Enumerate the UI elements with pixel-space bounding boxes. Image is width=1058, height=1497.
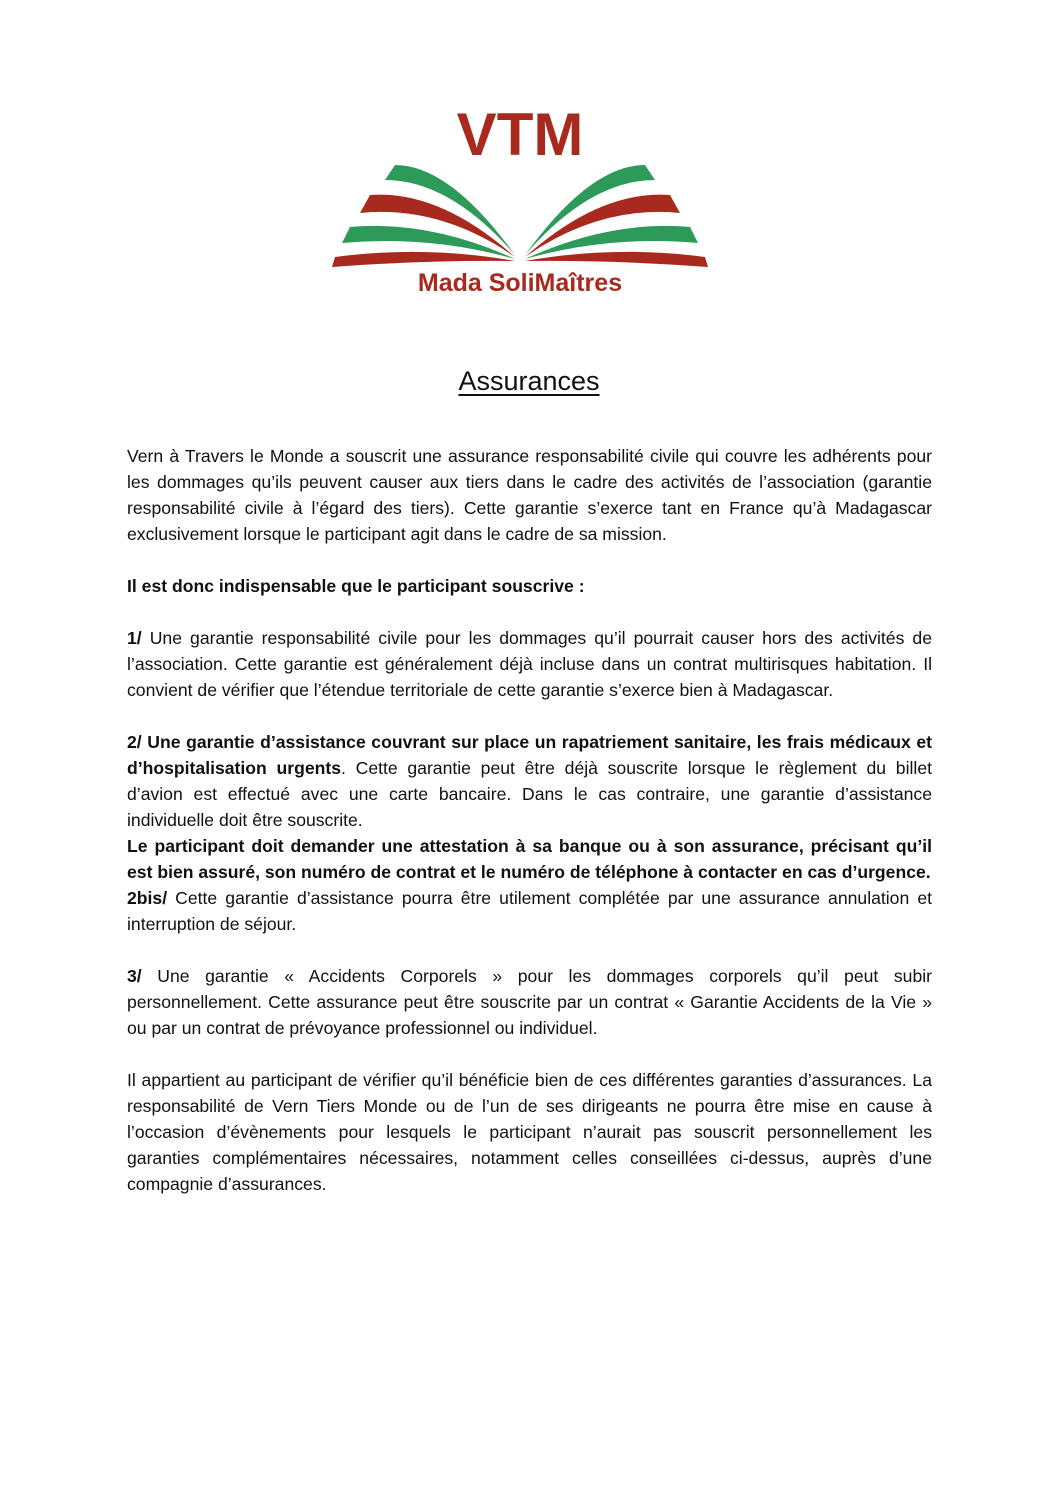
document-body — [127, 443, 932, 1197]
item-2-note: Le participant doit demander une attestation à sa banque ou à son assurance, précisant qu’il est bien assuré, son numéro de contrat et le numéro de téléphone à contacter en cas d’urgence. — [127, 836, 932, 882]
item-3-paragraph — [127, 963, 932, 1041]
item-3-label: 3/ — [127, 966, 142, 986]
vtm-logo — [330, 95, 710, 300]
item-3-text: Une garantie « Accidents Corporels » pour les dommages corporels qu’il peut subir personnellement. Cette assurance peut être souscrite par un contrat « Garantie Accidents de la Vie » ou par un contrat de prévoyance professionnel ou individuel. — [127, 966, 932, 1038]
logo-brand-text: VTM — [456, 101, 584, 168]
item-2bis-label: 2bis/ — [127, 888, 168, 908]
item-1-label: 1/ — [127, 628, 142, 648]
item-1-paragraph — [127, 625, 932, 703]
item-2-paragraph — [127, 729, 932, 833]
open-book-logo-icon — [330, 95, 710, 300]
logo-tagline-text: Mada SoliMaîtres — [417, 269, 623, 297]
item-2-text: . Cette garantie peut être déjà souscrite lorsque le règlement du billet d’avion est effectué avec une carte bancaire. Dans le cas contraire, une garantie d’assistance individuelle doit être souscrite. — [127, 758, 932, 830]
page-title: Assurances — [458, 366, 600, 396]
item-2bis-text: Cette garantie d’assistance pourra être utilement complétée par une assurance annulation et interruption de séjour. — [127, 888, 932, 934]
item-2bis-paragraph — [127, 885, 932, 937]
lead-paragraph: Il est donc indispensable que le participant souscrive : — [127, 576, 585, 596]
item-2-bold-text: 2/ Une garantie d’assistance couvrant sur place un rapatriement sanitaire, les frais médicaux et d’hospitalisation urgents — [127, 732, 932, 778]
item-1-text: Une garantie responsabilité civile pour les dommages qu’il pourrait causer hors des activités de l’association. Cette garantie est généralement déjà incluse dans un contrat multirisques habitation. Il convient de vérifier que l’étendue territoriale de cette garantie s’exerce bien à Madagascar. — [127, 628, 932, 700]
intro-paragraph: Vern à Travers le Monde a souscrit une assurance responsabilité civile qui couvre les adhérents pour les dommages qu’ils peuvent causer aux tiers dans le cadre des activités de l’association (garantie responsabilité civile à l’égard des tiers). Cette garantie s’exerce tant en France qu’à Madagascar exclusivement lorsque le participant agit dans le cadre de sa mission. — [127, 446, 932, 544]
closing-paragraph: Il appartient au participant de vérifier qu’il bénéficie bien de ces différentes garanties d’assurances. La responsabilité de Vern Tiers Monde ou de l’un de ses dirigeants ne pourra être mise en cause à l’occasion d’évènements pour lesquels le participant n’aurait pas souscrit personnellement les garanties complémentaires nécessaires, notamment celles conseillées ci-dessus, auprès d’une compagnie d’assurances. — [127, 1070, 932, 1194]
